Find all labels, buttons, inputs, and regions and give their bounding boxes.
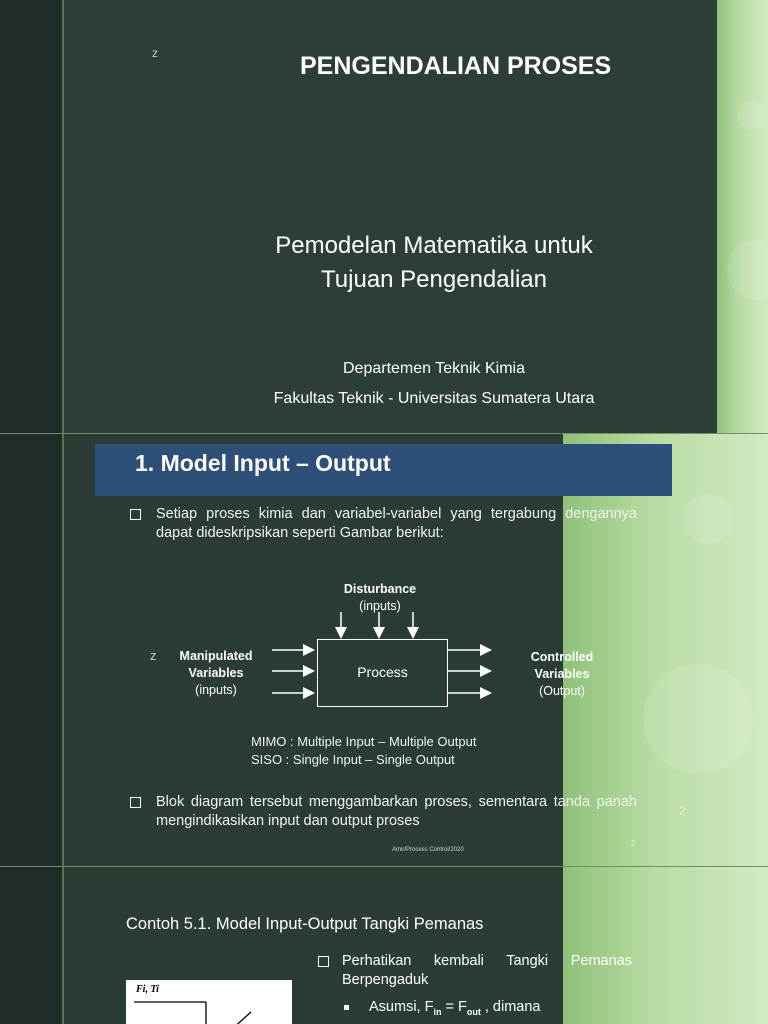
- checkbox-bullet-icon: [318, 956, 329, 967]
- page-number: 2: [679, 804, 686, 818]
- tank-figure: [126, 980, 292, 1024]
- process-label: Process: [357, 664, 408, 680]
- bullet-intro: Setiap proses kimia dan variabel-variabel yang tergabung dengannya dapat dideskripsikan seperti Gambar berikut:: [131, 505, 637, 543]
- subtitle-line-2: Tujuan Pengendalian: [321, 266, 547, 293]
- bullet-assumption: Asumsi, $F_{in} = F_{out}$ , dimana: [344, 999, 634, 1017]
- slide-subtitle: [200, 229, 668, 297]
- square-bullet-icon: [344, 1005, 349, 1010]
- figure-label: Fi, Ti: [136, 984, 159, 995]
- checkbox-bullet-icon: [130, 797, 141, 808]
- green-side-panel: [717, 0, 768, 433]
- left-stripe: [0, 867, 62, 1024]
- section-heading: 1. Model Input – Output: [135, 450, 391, 476]
- slide-example-heater-tank: [0, 867, 768, 1024]
- example-title: Contoh 5.1. Model Input-Output Tangki Pemanas: [126, 915, 484, 933]
- subtitle-line-1: Pemodelan Matematika untuk: [275, 232, 593, 259]
- slide-title: [0, 0, 768, 433]
- left-stripe: [0, 0, 62, 433]
- z-mark: z: [152, 46, 158, 60]
- controlled-label: Controlled Variables (Output): [530, 650, 594, 698]
- slide-model-input-output: [0, 434, 768, 866]
- bullet-tank: Perhatikan kembali Tangki Pemanas Berpengaduk: [318, 952, 632, 990]
- left-stripe-line: [62, 867, 64, 1024]
- bullet-block-diagram: Blok diagram tersebut menggambarkan proses, sementara tanda panah mengindikasikan input dan output proses: [131, 793, 637, 831]
- slide-footer: Amir/Process Control/2020: [392, 847, 464, 853]
- department-text: Departemen Teknik Kimia: [342, 360, 525, 377]
- mimo-definition: MIMO : Multiple Input – Multiple Output: [251, 734, 477, 749]
- left-stripe-line: [62, 0, 64, 433]
- siso-definition: SISO : Single Input – Single Output: [251, 752, 455, 767]
- slide-main-title: PENGENDALIAN PROSES: [300, 52, 612, 80]
- faculty-text: Fakultas Teknik - Universitas Sumatera Utara: [273, 390, 595, 407]
- z-mark: z: [150, 648, 157, 663]
- tank-figure-lines: [126, 980, 292, 1024]
- manipulated-label: Manipulated Variables (inputs): [179, 649, 253, 697]
- page-number-small: 2: [631, 839, 636, 848]
- disturbance-label: Disturbance (inputs): [343, 582, 417, 613]
